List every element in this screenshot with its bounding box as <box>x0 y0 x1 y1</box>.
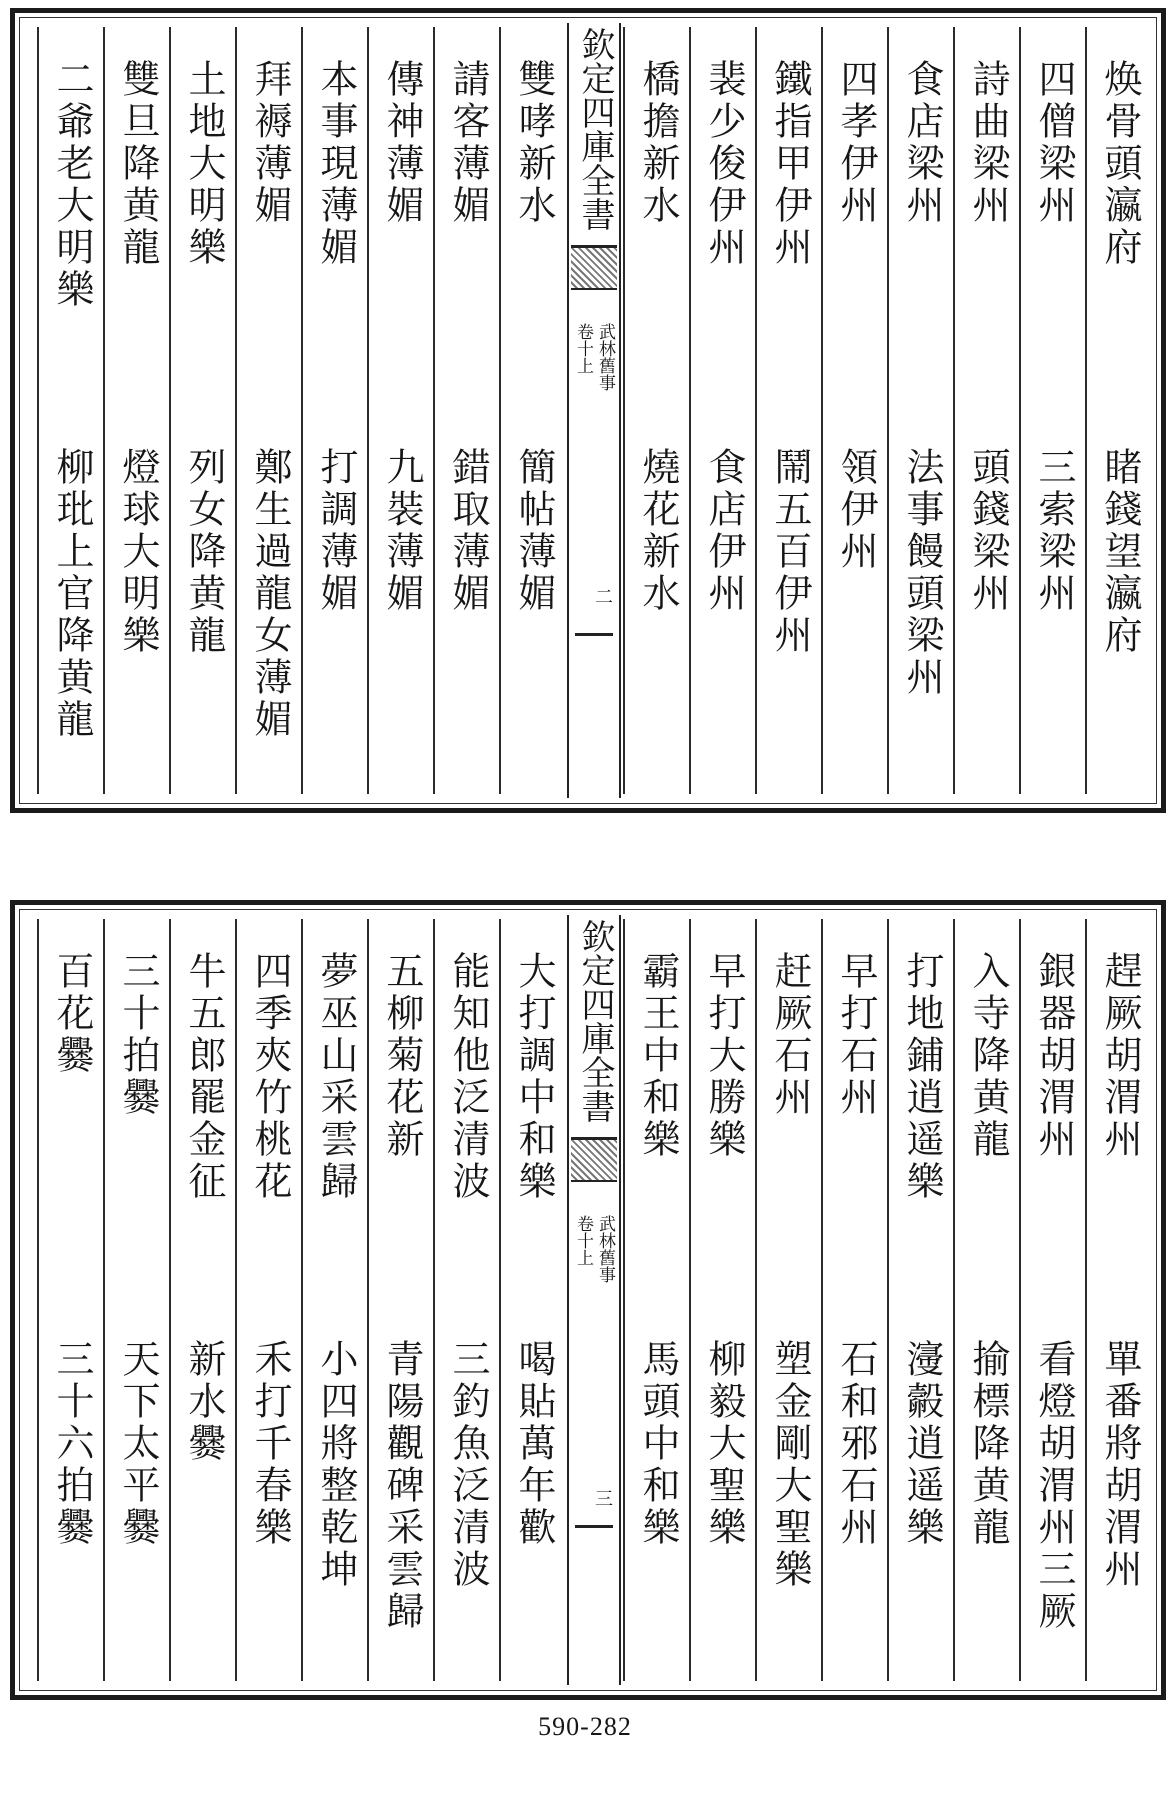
center-fold <box>567 915 621 1685</box>
column-lower-text: 馬頭中和樂 <box>636 1339 680 1549</box>
column-lower-text: 鄭生過龍女薄媚 <box>248 447 292 741</box>
text-column <box>623 919 691 1681</box>
column-upper-text: 打地鋪逍遥樂 <box>900 951 944 1203</box>
column-upper-text: 雙旦降黄龍 <box>116 59 160 269</box>
folio-divider <box>575 1525 613 1528</box>
column-upper-text: 橋擔新水 <box>636 59 680 227</box>
column-upper-text: 本事現薄媚 <box>314 59 358 269</box>
column-upper-text: 能知他泛清波 <box>446 951 490 1203</box>
column-lower-text: 錯取薄媚 <box>446 447 490 615</box>
text-column <box>103 27 171 794</box>
column-upper-text: 二爺老大明樂 <box>50 59 94 311</box>
column-lower-text: 青陽觀碑采雲歸 <box>380 1339 424 1633</box>
center-fold <box>567 23 621 798</box>
column-lower-text: 柳玭上官降黄龍 <box>50 447 94 741</box>
column-lower-text: 單番將胡渭州 <box>1098 1339 1142 1591</box>
column-lower-text: 濅㲉逍遥樂 <box>900 1339 944 1549</box>
column-upper-text: 四僧梁州 <box>1032 59 1076 227</box>
column-lower-text: 法事饅頭梁州 <box>900 447 944 699</box>
text-column <box>499 919 567 1681</box>
text-column <box>821 27 889 794</box>
column-upper-text: 三十拍爨 <box>116 951 160 1119</box>
center-title: 欽定四庫全書 <box>575 27 615 231</box>
column-lower-text: 天下太平爨 <box>116 1339 160 1549</box>
text-column <box>433 27 501 794</box>
text-column <box>433 919 501 1681</box>
text-column <box>103 919 171 1681</box>
column-upper-text: 早打大勝樂 <box>702 951 746 1161</box>
column-lower-text: 燈球大明樂 <box>116 447 160 657</box>
column-lower-text: 燒花新水 <box>636 447 680 615</box>
column-lower-text: 食店伊州 <box>702 447 746 615</box>
folio-number: 三 <box>595 1489 613 1510</box>
column-upper-text: 趕厥胡渭州 <box>1098 951 1142 1161</box>
column-upper-text: 銀器胡渭州 <box>1032 951 1076 1161</box>
column-lower-text: 三索梁州 <box>1032 447 1076 615</box>
page-number: 590-282 <box>538 1712 632 1741</box>
column-upper-text: 雙哮新水 <box>512 59 556 227</box>
text-column <box>689 27 757 794</box>
column-upper-text: 拜褥薄媚 <box>248 59 292 227</box>
column-upper-text: 傳神薄媚 <box>380 59 424 227</box>
center-subtitle: 武林舊事 <box>595 1215 615 1283</box>
text-column <box>755 27 823 794</box>
column-lower-text: 揄標降黄龍 <box>966 1339 1010 1549</box>
column-upper-text: 焕骨頭瀛府 <box>1098 59 1142 269</box>
column-upper-text: 入寺降黄龍 <box>966 951 1010 1161</box>
column-lower-text: 簡帖薄媚 <box>512 447 556 615</box>
text-column <box>1019 919 1087 1681</box>
column-upper-text: 詩曲梁州 <box>966 59 1010 227</box>
column-lower-text: 看燈胡渭州三厥 <box>1032 1339 1076 1633</box>
column-lower-text: 喝貼萬年歡 <box>512 1339 556 1549</box>
fish-tail-ornament <box>571 1137 617 1182</box>
text-column <box>169 27 237 794</box>
text-column <box>1085 27 1153 794</box>
column-upper-text: 四季夾竹桃花 <box>248 951 292 1203</box>
center-volume: 卷十上 <box>573 1215 593 1266</box>
column-lower-text: 三十六拍爨 <box>50 1339 94 1549</box>
text-column <box>367 919 435 1681</box>
text-column <box>623 27 691 794</box>
column-lower-text: 三釣魚泛清波 <box>446 1339 490 1591</box>
text-column <box>689 919 757 1681</box>
column-lower-text: 九裝薄媚 <box>380 447 424 615</box>
text-column <box>301 27 369 794</box>
column-lower-text: 柳毅大聖樂 <box>702 1339 746 1549</box>
center-volume: 卷十上 <box>573 323 593 374</box>
text-column <box>821 919 889 1681</box>
column-upper-text: 請客薄媚 <box>446 59 490 227</box>
column-upper-text: 早打石州 <box>834 951 878 1119</box>
column-upper-text: 霸王中和樂 <box>636 951 680 1161</box>
text-column <box>953 919 1021 1681</box>
column-upper-text: 赶厥石州 <box>768 951 812 1119</box>
column-upper-text: 夢巫山采雲歸 <box>314 951 358 1203</box>
column-upper-text: 大打調中和樂 <box>512 951 556 1203</box>
text-column <box>887 27 955 794</box>
text-column <box>367 27 435 794</box>
text-column <box>169 919 237 1681</box>
text-column <box>37 27 105 794</box>
column-lower-text: 小四將整乾坤 <box>314 1339 358 1591</box>
column-upper-text: 食店梁州 <box>900 59 944 227</box>
text-column <box>887 919 955 1681</box>
text-column <box>301 919 369 1681</box>
column-lower-text: 打調薄媚 <box>314 447 358 615</box>
bottom-page-panel <box>10 900 1166 1700</box>
text-column <box>235 919 303 1681</box>
center-subtitle: 武林舊事 <box>595 323 615 391</box>
center-title: 欽定四庫全書 <box>575 919 615 1123</box>
column-upper-text: 四孝伊州 <box>834 59 878 227</box>
column-lower-text: 領伊州 <box>834 447 878 573</box>
column-lower-text: 鬧五百伊州 <box>768 447 812 657</box>
column-lower-text: 睹錢望瀛府 <box>1098 447 1142 657</box>
text-column <box>37 919 105 1681</box>
top-page-panel <box>10 8 1166 813</box>
text-column <box>235 27 303 794</box>
column-lower-text: 新水爨 <box>182 1339 226 1465</box>
folio-number: 二 <box>595 587 613 608</box>
column-upper-text: 土地大明樂 <box>182 59 226 269</box>
text-column <box>755 919 823 1681</box>
text-column <box>499 27 567 794</box>
column-upper-text: 五柳菊花新 <box>380 951 424 1161</box>
text-column <box>1085 919 1153 1681</box>
column-upper-text: 百花爨 <box>50 951 94 1077</box>
column-upper-text: 鐵指甲伊州 <box>768 59 812 269</box>
column-upper-text: 牛五郎罷金征 <box>182 951 226 1203</box>
column-lower-text: 石和邪石州 <box>834 1339 878 1549</box>
column-lower-text: 禾打千春樂 <box>248 1339 292 1549</box>
column-upper-text: 裴少俊伊州 <box>702 59 746 269</box>
text-column <box>953 27 1021 794</box>
column-lower-text: 塑金剛大聖樂 <box>768 1339 812 1591</box>
folio-divider <box>575 633 613 636</box>
fish-tail-ornament <box>571 245 617 290</box>
column-lower-text: 列女降黄龍 <box>182 447 226 657</box>
text-column <box>1019 27 1087 794</box>
column-lower-text: 頭錢梁州 <box>966 447 1010 615</box>
